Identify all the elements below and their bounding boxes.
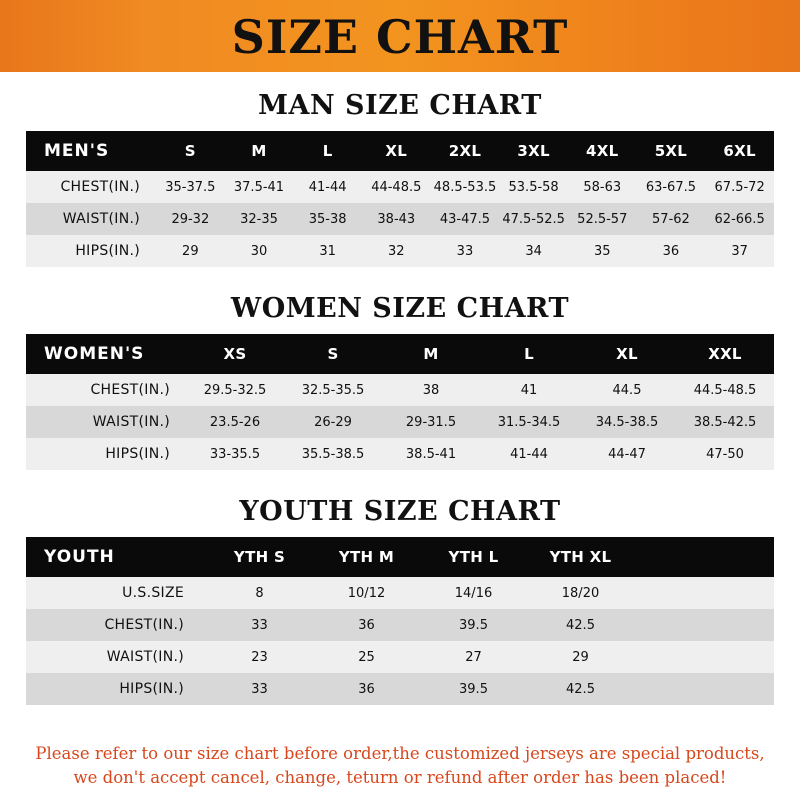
- table-row: [26, 641, 774, 673]
- table-cell: 38.5-41: [382, 438, 480, 470]
- column-header: MEN'S: [26, 131, 156, 171]
- table-cell: 44.5-48.5: [676, 374, 774, 406]
- column-header: 2XL: [431, 131, 500, 171]
- table-cell: 27: [420, 641, 527, 673]
- table-cell: 35: [568, 235, 637, 267]
- column-header: XXL: [676, 334, 774, 374]
- table-cell: 36: [313, 673, 420, 705]
- table-row: [26, 203, 774, 235]
- row-label: WAIST(IN.): [26, 203, 156, 235]
- column-header: M: [225, 131, 294, 171]
- table-cell: 8: [206, 577, 313, 609]
- table-cell: 34: [499, 235, 568, 267]
- page-title: SIZE CHART: [231, 10, 569, 64]
- table-cell: 67.5-72: [705, 171, 774, 203]
- table-cell: 57-62: [637, 203, 706, 235]
- table-cell-spacer: [634, 641, 774, 673]
- table-cell: 62-66.5: [705, 203, 774, 235]
- table-cell: 42.5: [527, 673, 634, 705]
- table-cell: 38: [382, 374, 480, 406]
- section-heading-youth: YOUTH SIZE CHART: [239, 496, 561, 527]
- table-cell: 33-35.5: [186, 438, 284, 470]
- table-cell: 29-31.5: [382, 406, 480, 438]
- note-line-2: we don't accept cancel, change, teturn or refund after order has been placed!: [73, 768, 727, 788]
- table-cell: 14/16: [420, 577, 527, 609]
- column-header: XS: [186, 334, 284, 374]
- table-cell: 18/20: [527, 577, 634, 609]
- table-cell: 39.5: [420, 609, 527, 641]
- column-header: YTH L: [420, 537, 527, 577]
- table-cell: 37: [705, 235, 774, 267]
- table-row: [26, 609, 774, 641]
- row-label: HIPS(IN.): [26, 673, 206, 705]
- column-header: 5XL: [637, 131, 706, 171]
- table-cell: 48.5-53.5: [431, 171, 500, 203]
- table-cell: 35.5-38.5: [284, 438, 382, 470]
- table-cell: 32-35: [225, 203, 294, 235]
- table-cell: 41-44: [293, 171, 362, 203]
- table-cell: 35-37.5: [156, 171, 225, 203]
- table-cell: 39.5: [420, 673, 527, 705]
- table-cell: 41-44: [480, 438, 578, 470]
- column-header: S: [156, 131, 225, 171]
- table-cell: 38-43: [362, 203, 431, 235]
- column-header: XL: [578, 334, 676, 374]
- column-header: S: [284, 334, 382, 374]
- table-cell: 29: [527, 641, 634, 673]
- note-line-1: Please refer to our size chart before order,the customized jerseys are special products,: [35, 744, 765, 764]
- table-row: [26, 577, 774, 609]
- table-cell: 34.5-38.5: [578, 406, 676, 438]
- table-cell: 41: [480, 374, 578, 406]
- table-cell: 23: [206, 641, 313, 673]
- table-cell: 25: [313, 641, 420, 673]
- section-heading-women: WOMEN SIZE CHART: [230, 293, 570, 324]
- column-header: L: [293, 131, 362, 171]
- table-cell: 53.5-58: [499, 171, 568, 203]
- column-header: L: [480, 334, 578, 374]
- table-cell: 44-48.5: [362, 171, 431, 203]
- banner: [0, 0, 800, 72]
- table-cell: 63-67.5: [637, 171, 706, 203]
- section-heading-man: MAN SIZE CHART: [258, 90, 542, 121]
- table-cell: 33: [206, 609, 313, 641]
- table-cell: 32.5-35.5: [284, 374, 382, 406]
- table-cell: 47.5-52.5: [499, 203, 568, 235]
- table-cell-spacer: [634, 673, 774, 705]
- women-size-table-wrapper: [26, 334, 774, 470]
- women-size-table: [26, 334, 774, 470]
- row-label: CHEST(IN.): [26, 374, 186, 406]
- column-header: YOUTH: [26, 537, 206, 577]
- table-cell-spacer: [634, 577, 774, 609]
- youth-size-table: [26, 537, 774, 705]
- column-header: XL: [362, 131, 431, 171]
- table-cell: 44.5: [578, 374, 676, 406]
- table-cell: 29.5-32.5: [186, 374, 284, 406]
- row-label: WAIST(IN.): [26, 641, 206, 673]
- row-label: WAIST(IN.): [26, 406, 186, 438]
- table-cell: 26-29: [284, 406, 382, 438]
- column-header: 6XL: [705, 131, 774, 171]
- table-cell: 43-47.5: [431, 203, 500, 235]
- column-header: YTH S: [206, 537, 313, 577]
- table-cell: 31.5-34.5: [480, 406, 578, 438]
- row-label: HIPS(IN.): [26, 438, 186, 470]
- table-header-row: [26, 334, 774, 374]
- column-header: WOMEN'S: [26, 334, 186, 374]
- column-header: 3XL: [499, 131, 568, 171]
- column-header: M: [382, 334, 480, 374]
- table-cell: 47-50: [676, 438, 774, 470]
- table-cell: 35-38: [293, 203, 362, 235]
- table-cell: 33: [206, 673, 313, 705]
- table-cell: 52.5-57: [568, 203, 637, 235]
- table-cell: 36: [637, 235, 706, 267]
- table-cell-spacer: [634, 609, 774, 641]
- table-row: [26, 438, 774, 470]
- table-cell: 36: [313, 609, 420, 641]
- table-header-row: [26, 131, 774, 171]
- table-row: [26, 235, 774, 267]
- column-header: YTH M: [313, 537, 420, 577]
- table-cell: 44-47: [578, 438, 676, 470]
- table-cell: 23.5-26: [186, 406, 284, 438]
- table-row: [26, 673, 774, 705]
- table-cell: 33: [431, 235, 500, 267]
- table-cell: 30: [225, 235, 294, 267]
- youth-size-table-wrapper: [26, 537, 774, 705]
- row-label: CHEST(IN.): [26, 609, 206, 641]
- table-cell: 10/12: [313, 577, 420, 609]
- table-cell: 29-32: [156, 203, 225, 235]
- column-header: YTH XL: [527, 537, 634, 577]
- table-cell: 31: [293, 235, 362, 267]
- row-label: U.S.SIZE: [26, 577, 206, 609]
- table-cell: 29: [156, 235, 225, 267]
- table-cell: 38.5-42.5: [676, 406, 774, 438]
- table-cell: 32: [362, 235, 431, 267]
- column-header: 4XL: [568, 131, 637, 171]
- table-cell: 58-63: [568, 171, 637, 203]
- row-label: HIPS(IN.): [26, 235, 156, 267]
- table-row: [26, 374, 774, 406]
- man-size-table-wrapper: [26, 131, 774, 267]
- table-header-row: [26, 537, 774, 577]
- table-cell: 42.5: [527, 609, 634, 641]
- table-row: [26, 406, 774, 438]
- table-row: [26, 171, 774, 203]
- row-label: CHEST(IN.): [26, 171, 156, 203]
- man-size-table: [26, 131, 774, 267]
- table-cell: 37.5-41: [225, 171, 294, 203]
- column-header-spacer: [634, 537, 774, 577]
- order-policy-note: [0, 742, 800, 790]
